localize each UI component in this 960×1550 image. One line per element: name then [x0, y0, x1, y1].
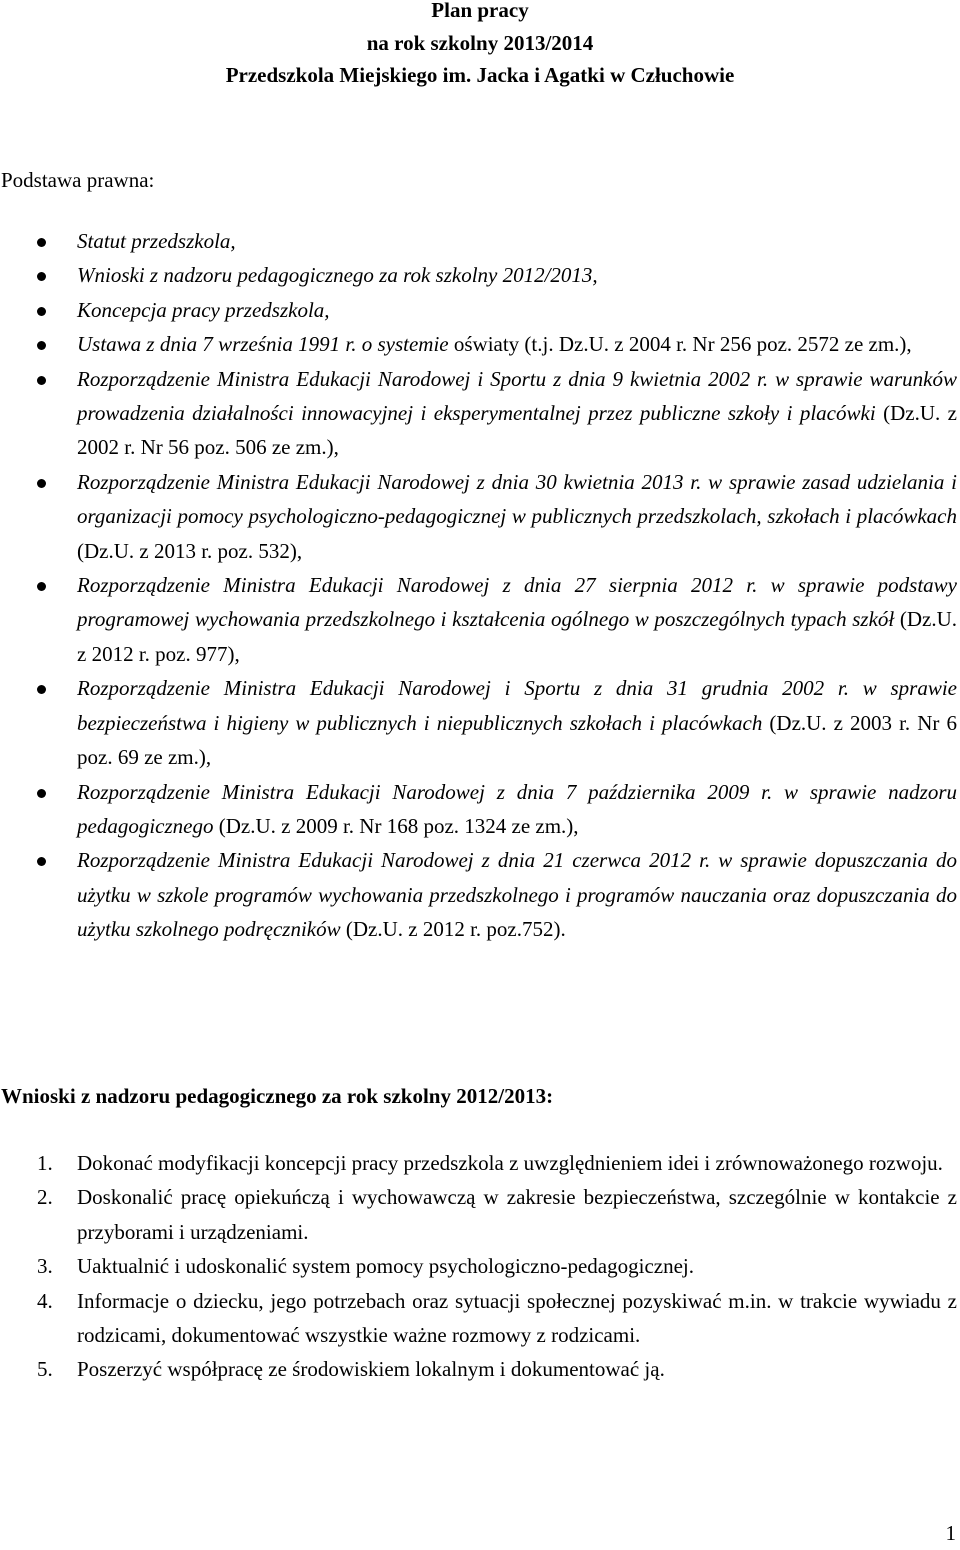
- legal-item-plain: (Dz.U. z 2002 r. Nr 56 poz. 506 ze zm.),: [77, 401, 958, 460]
- conclusion-text: Dokonać modyfikacji koncepcji pracy przedszkola z uwzględnieniem idei i zrównoważonego rozwoju.: [77, 1151, 943, 1175]
- legal-item-1: [0, 224, 960, 258]
- legal-item-8: [0, 671, 960, 774]
- legal-item-italic: Rozporządzenie Ministra Edukacji Narodowej z dnia 27 sierpnia 2012 r. w sprawie podstawy programowej wychowania przedszkolnego i kształcenia ogólnego w poszczególnych typach szkół: [77, 573, 957, 632]
- legal-item-plain: (Dz.U. z 2009 r. Nr 168 poz. 1324 ze zm.),: [213, 813, 579, 838]
- bullet-icon: [37, 238, 46, 247]
- legal-item-italic: Rozporządzenie Ministra Edukacji Narodowej z dnia 30 kwietnia 2013 r. w sprawie zasad udzielania i organizacji pomocy psychologiczno-pedagogicznej w publicznych przedszkolach, szkołach i placówkach: [77, 469, 957, 529]
- legal-item-4: [0, 327, 960, 361]
- legal-item-italic: Koncepcja pracy przedszkola,: [77, 297, 330, 322]
- bullet-icon: [37, 341, 46, 350]
- conclusion-item-5: [0, 1352, 960, 1386]
- bullet-icon: [37, 789, 46, 798]
- legal-item-6: [0, 465, 960, 568]
- bullet-icon: [37, 307, 46, 316]
- legal-item-italic: Rozporządzenie Ministra Edukacji Narodowej i Sportu z dnia 31 grudnia 2002 r. w sprawie bezpieczeństwa i higieny w publicznych i niepublicznych szkołach i placówkach: [77, 676, 957, 735]
- conclusion-item-4: [0, 1284, 960, 1353]
- conclusion-number: 5.: [37, 1357, 53, 1382]
- legal-item-italic: Rozporządzenie Ministra Edukacji Narodowej z dnia 21 czerwca 2012 r. w sprawie dopuszczania do użytku w szkole programów wychowania przedszkolnego i programów nauczania oraz dopuszczania do użytku szkolnego podręczników: [77, 848, 957, 942]
- title-line-1: Plan pracy: [431, 0, 529, 22]
- legal-item-italic: Ustawa z dnia 7 września 1991 r. o systemie: [77, 332, 449, 357]
- conclusion-item-2: [0, 1180, 960, 1249]
- conclusion-text: Doskonalić pracę opiekuńczą i wychowawczą w zakresie bezpieczeństwa, szczególnie w kontakcie z przyborami i urządzeniami.: [77, 1185, 957, 1244]
- bullet-icon: [37, 685, 46, 694]
- bullet-icon: [37, 479, 46, 488]
- legal-item-5: [0, 362, 960, 465]
- conclusions-heading: Wnioski z nadzoru pedagogicznego za rok szkolny 2012/2013:: [1, 1084, 554, 1108]
- bullet-icon: [37, 857, 46, 866]
- title-line-2: na rok szkolny 2013/2014: [366, 30, 594, 55]
- legal-item-9: [0, 775, 960, 844]
- legal-item-italic: Rozporządzenie Ministra Edukacji Narodowej z dnia 7 października 2009 r. w sprawie nadzoru pedagogicznego: [77, 779, 957, 838]
- conclusions-list: [0, 1146, 960, 1387]
- legal-item-italic: Rozporządzenie Ministra Edukacji Narodowej i Sportu z dnia 9 kwietnia 2002 r. w sprawie warunków prowadzenia działalności innowacyjnej i eksperymentalnej przez publiczne szkoły i placówki: [77, 366, 957, 426]
- conclusion-text: Informacje o dziecku, jego potrzebach oraz sytuacji społecznej pozyskiwać m.in. w trakcie wywiadu z rodzicami, dokumentować wszystkie ważne rozmowy z rodzicami.: [77, 1288, 957, 1348]
- conclusion-number: 2.: [37, 1185, 53, 1210]
- legal-item-3: [0, 293, 960, 327]
- legal-basis-heading: Podstawa prawna:: [1, 168, 155, 192]
- document-title: [0, 0, 960, 92]
- legal-item-plain: (Dz.U. z 2003 r. Nr 6 poz. 69 ze zm.),: [77, 710, 957, 770]
- page-number: 1: [945, 1521, 956, 1545]
- legal-item-10: [0, 843, 960, 946]
- legal-item-plain: (Dz.U. z 2013 r. poz. 532),: [77, 538, 303, 563]
- conclusion-number: 3.: [37, 1254, 53, 1279]
- legal-item-plain: (Dz.U. z 2012 r. poz. 977),: [77, 607, 957, 666]
- legal-item-italic: Statut przedszkola,: [77, 229, 236, 253]
- conclusion-text: Poszerzyć współpracę ze środowiskiem lokalnym i dokumentować ją.: [77, 1357, 665, 1382]
- conclusion-item-1: [0, 1146, 960, 1180]
- legal-item-italic: Wnioski z nadzoru pedagogicznego za rok szkolny 2012/2013,: [77, 263, 598, 288]
- legal-item-plain: oświaty (t.j. Dz.U. z 2004 r. Nr 256 poz. 2572 ze zm.),: [448, 332, 912, 357]
- conclusion-text: Uaktualnić i udoskonalić system pomocy psychologiczno-pedagogicznej.: [77, 1254, 695, 1279]
- conclusion-item-3: [0, 1249, 960, 1283]
- bullet-icon: [37, 272, 46, 281]
- legal-item-plain: (Dz.U. z 2012 r. poz.752).: [340, 917, 566, 942]
- legal-item-2: [0, 258, 960, 292]
- conclusion-number: 1.: [37, 1151, 53, 1175]
- conclusion-number: 4.: [37, 1288, 53, 1313]
- bullet-icon: [37, 376, 46, 385]
- legal-item-7: [0, 568, 960, 671]
- title-line-3: Przedszkola Miejskiego im. Jacka i Agatki w Człuchowie: [225, 63, 735, 87]
- legal-basis-list: [0, 224, 960, 947]
- bullet-icon: [37, 582, 46, 591]
